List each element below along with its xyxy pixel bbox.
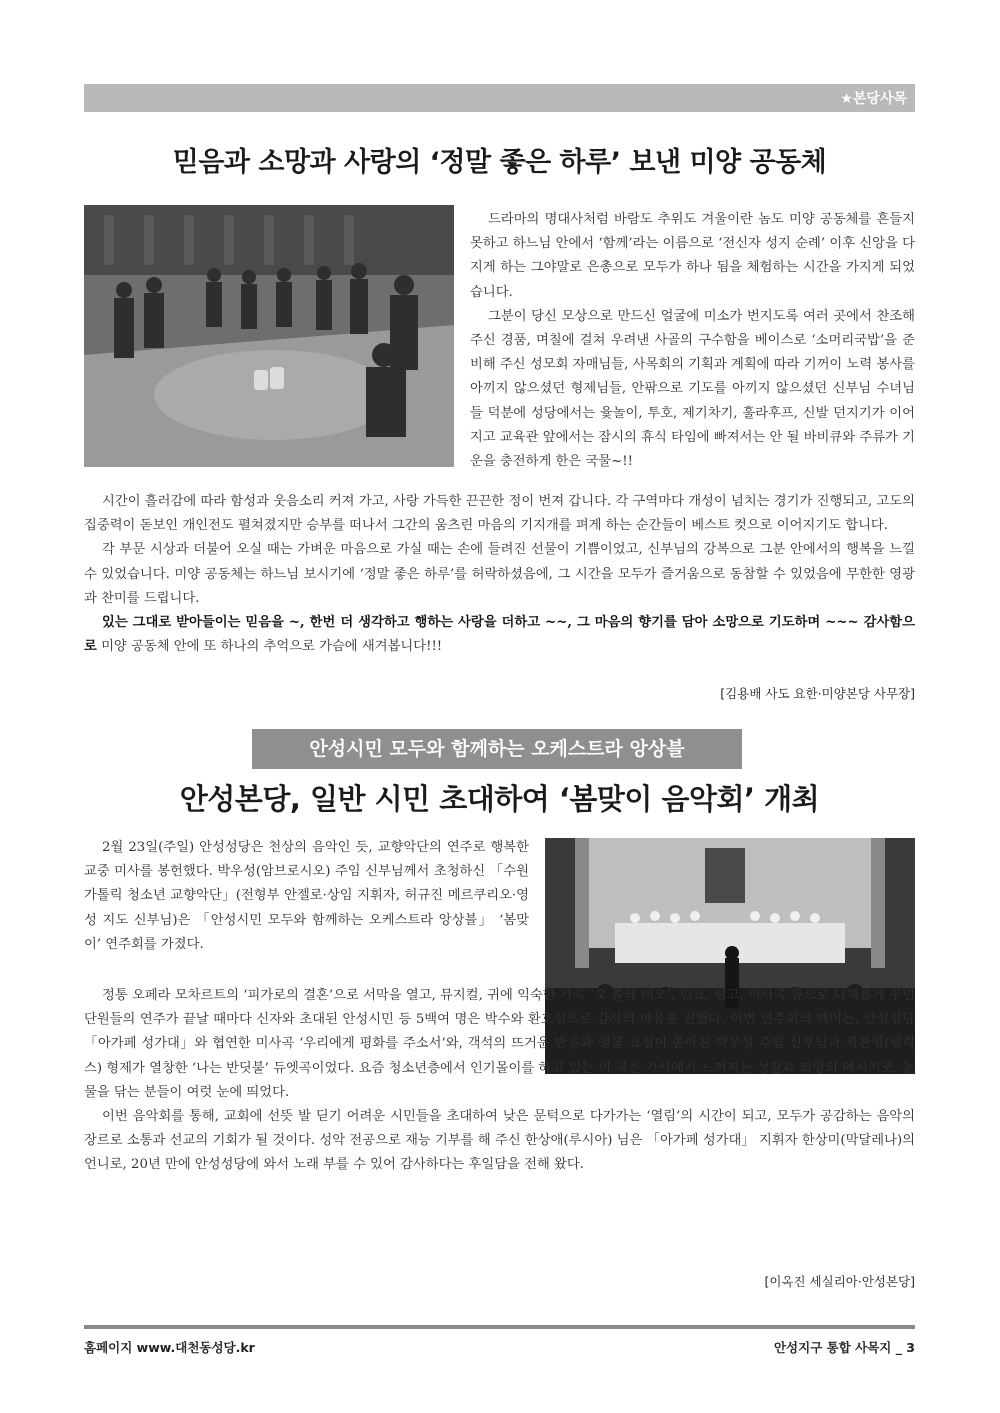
article1-p2: 그분이 당신 모상으로 만드신 얼굴에 미소가 번지도록 여러 곳에서 찬조해 주신 경품, 며칠에 걸쳐 우려낸 사골의 구수함을 베이스로 ‘소머리국밥’을 준비해 주신 성모회 자매님들, 사목회의 기획과 계획에 따라 기꺼이 노력 봉사를 아끼지 않으셨던 형제님들, 안팎으로 기도를 아끼지 않으셨던 신부님 수녀님들 덕분에 성당에서는 윷놀이, 투호, 제기차기, 훌라후프, 신발 던지기가 이어지고 교육관 앞에서는 잠시의 휴식 타임에 빠져서는 안 될 바비큐와 주류가 기운을 충전하게 한은 국물~!! [470,308,915,470]
article2-p1: 2월 23일(주일) 안성성당은 천상의 음악인 듯, 교향악단의 연주로 행복한 교중 미사를 봉헌했다. 박우성(암브로시오) 주임 신부님께서 초청하신 「수원 가톨릭 청소년 교향악단」(전형부 안젤로·상임 지휘자, 허규진 메르쿠리오·영성 지도 신부님)은 「안성시민 모두와 함께하는 오케스트라 앙상블」 ‘봄맞이’ 연주회를 가졌다. [84,840,529,952]
article2-body-wide [84,984,915,1178]
article1-title: 믿음과 소망과 사랑의 ‘정말 좋은 하루’ 보낸 미양 공동체 [172,147,827,178]
footer-page-number: 안성지구 통합 사목지 _ 3 [773,1340,915,1355]
footer-homepage: 홈페이지 www.대천동성당.kr [84,1340,255,1355]
article1-p5 [84,611,915,659]
article1-credit: [김용배 사도 요한·미양본당 사무장] [720,686,915,701]
article1-paragraph-1 [470,208,915,474]
footer-rule [84,1325,915,1329]
article2-title: 안성본당, 일반 시민 초대하여 ‘봄맞이 음악회’ 개최 [179,782,820,816]
article1-p4: 각 부문 시상과 더불어 오실 때는 가벼운 마음으로 가실 때는 손에 들려진 선물이 기쁨이었고, 신부님의 강복으로 그분 안에서의 행복을 느낄 수 있었습니다. 미양 공동체는 하느님 보시기에 ‘정말 좋은 하루’를 허락하셨음에, 그 시간을 모두가 즐거움으로 동참할 수 있었음에 무한한 영광과 찬미를 드립니다. [84,542,915,606]
article2-body-narrow [84,836,529,957]
article2-credit: [이옥진 세실리아·안성본당] [764,1274,915,1289]
article2-p2: 정통 오페라 모차르트의 ‘피가로의 결혼’으로 서막을 열고, 뮤지컬, 귀에 익숙한 가곡 ‘오 쏠레 미오’, 민요, 탱고, 미사곡 등으로 다채롭게 꾸민 단원들의 연주가 끝날 때마다 신자와 초대된 안성시민 등 5백여 명은 박수와 환호성으로 감사의 마음을 전했다. 이번 연주회의 백미는, 안성성당 「아가페 성가대」와 협연한 미사곡 ‘우리에게 평화를 주소서’와, 객석의 뜨거운 반응과 앵콜 요청이 쏟아진 박우성 주임 신부님과 곽찬영(펠릭스) 형제가 열창한 ‘나는 반딧불’ 듀엣곡이었다. 요즘 청소년층에서 인기몰이를 하고 있는 이 곡은 가사에서 느껴지는 성찰과 희망의 메시지로, 눈물을 닦는 분들이 여럿 눈에 띄었다. [84,988,915,1100]
article1-p5-bold: 있는 그대로 받아들이는 믿음을 ~, 한번 더 생각하고 행하는 사랑을 더하고 ~~, 그 마음의 향기를 담아 소망으로 기도하며 ~~~ 감사함으로 [84,615,915,655]
article1-photo [84,205,454,467]
section-header-bar [84,84,915,112]
game-scene-image [84,205,454,467]
article1-p5-rest: 미양 공동체 안에 또 하나의 추억으로 가슴에 새겨봅니다!!! [96,639,443,655]
article1-body-wide [84,490,915,659]
article2-subtitle: 안성시민 모두와 함께하는 오케스트라 앙상블 [252,729,742,769]
article2-p3: 이번 음악회를 통해, 교회에 선뜻 발 딛기 어려운 시민들을 초대하여 낮은 문턱으로 다가가는 ‘열림’의 시간이 되고, 모두가 공감하는 음악의 장르로 소통과 선교의 기회가 될 것이다. 성악 전공으로 재능 기부를 해 주신 한상애(루시아) 님은 「아가페 성가대」 지휘자 한상미(막달레나)의 언니로, 20년 만에 안성성당에 와서 노래 부를 수 있어 감사하다는 후일담을 전해 왔다. [84,1109,915,1173]
article1-p3: 시간이 흘러감에 따라 함성과 웃음소리 커져 가고, 사랑 가득한 끈끈한 정이 번져 갑니다. 각 구역마다 개성이 넘치는 경기가 진행되고, 고도의 집중력이 돋보인 개인전도 펼쳐졌지만 승부를 떠나서 그간의 움츠린 마음의 기지개를 펴게 하는 순간들이 베스트 컷으로 이어지기도 합니다. [84,494,915,534]
section-label: ★본당사목 [840,91,907,107]
article1-p1: 드라마의 명대사처럼 바람도 추위도 겨울이란 놈도 미양 공동체를 흔들지 못하고 하느님 안에서 ‘함께’라는 이름으로 ‘전신자 성지 순례’ 이후 신앙을 다지게 하는 그야말로 은총으로 모두가 하나 됨을 체험하는 시간을 가지게 되었습니다. [470,212,915,300]
